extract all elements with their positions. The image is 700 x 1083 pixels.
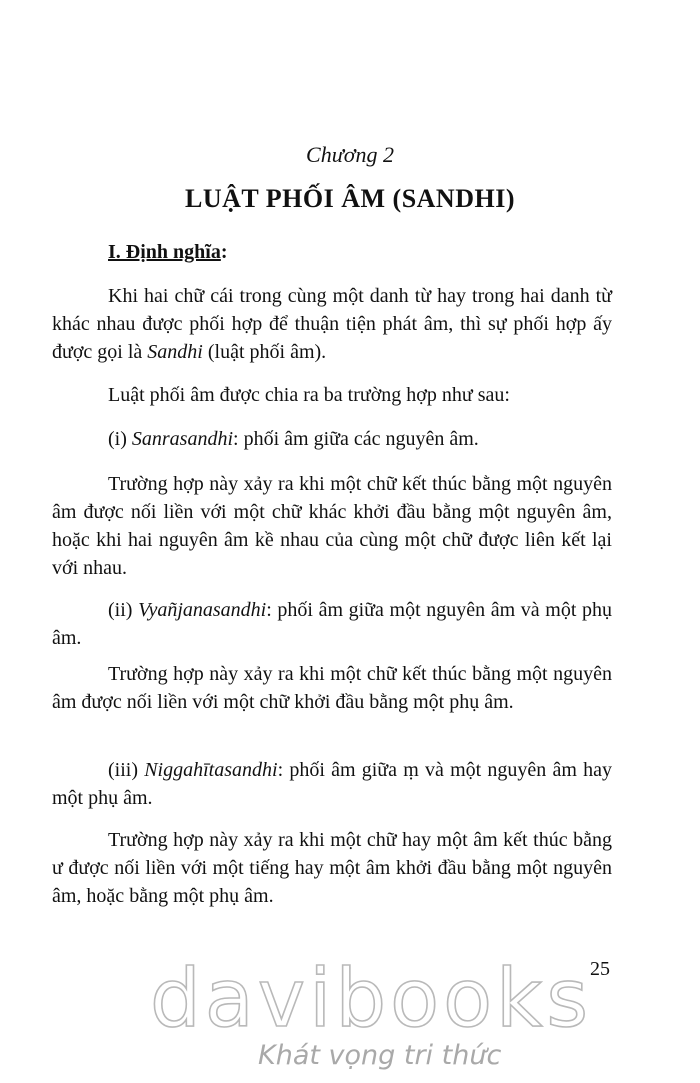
chapter-label: Chương 2 [306,142,394,167]
case-1 [108,425,479,453]
watermark-logo: davibooks [150,952,593,1045]
paragraph-definition-end: (luật phối âm). [202,341,327,363]
section-heading [108,241,228,264]
page-number: 25 [590,958,610,980]
case-2-number: (ii) [108,599,139,621]
case-1-description: : phối âm giữa các nguyên âm. [233,428,479,450]
term-sandhi: Sandhi [147,341,203,363]
paragraph-cases-intro: Luật phối âm được chia ra ba trường hợp như sau: [108,384,510,406]
case-3-term: Niggahītasandhi [144,759,278,781]
paragraph-case-3-explanation: Trường hợp này xảy ra khi một chữ hay một âm kết thúc bằng ư được nối liền với một tiếng hay một âm khởi đầu bằng một nguyên âm, hoặc bằng một phụ âm. [52,829,612,907]
case-2 [52,596,612,652]
case-3-number: (iii) [108,759,145,781]
case-2-term: Vyañjanasandhi [138,599,267,621]
case-2-description: : phối âm giữa một nguyên âm và một phụ âm. [52,599,613,649]
section-heading-text: I. Định nghĩa [108,241,221,263]
paragraph-definition [52,282,612,366]
watermark-slogan: Khát vọng tri thức [258,1040,502,1071]
case-3-description: : phối âm giữa ṃ và một nguyên âm hay một phụ âm. [52,759,612,809]
paragraph-definition-text: Khi hai chữ cái trong cùng một danh từ hay trong hai danh từ khác nhau được phối hợp để thuận tiện phát âm, thì sự phối hợp ấy được gọi là [52,285,612,363]
paragraph-case-1-explanation: Trường hợp này xảy ra khi một chữ kết thúc bằng một nguyên âm được nối liền với một chữ khác khởi đầu bằng một nguyên âm, hoặc khi hai nguyên âm kề nhau của cùng một chữ được liên kết lại với nhau. [52,473,612,579]
chapter-title: LUẬT PHỐI ÂM (SANDHI) [185,184,515,213]
case-1-number: (i) [108,428,132,450]
paragraph-case-2-explanation: Trường hợp này xảy ra khi một chữ kết thúc bằng một nguyên âm được nối liền với một chữ khởi đầu bằng một phụ âm. [52,663,612,713]
case-1-term: Sanrasandhi [131,428,234,450]
case-3 [52,756,612,812]
section-heading-colon: : [220,241,228,263]
